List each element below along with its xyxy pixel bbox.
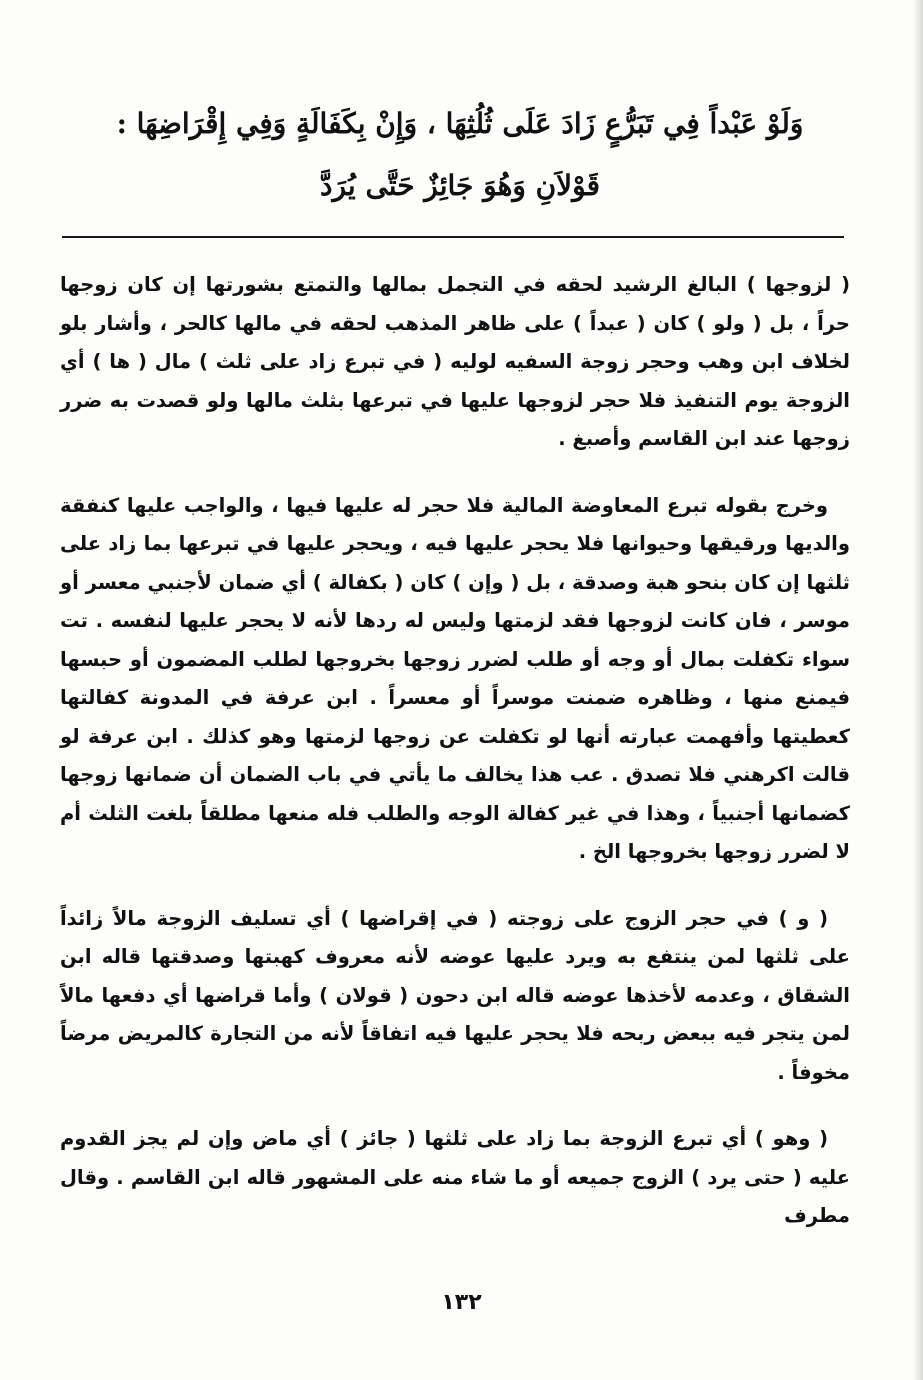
matn-heading-line-1: وَلَوْ عَبْداً فِي تَبَرُّعٍ زَادَ عَلَى ثُلُثِهَا ، وَإِنْ بِكَفَالَةٍ وَفِي إِقْرَاضِهَا : xyxy=(116,107,804,140)
paragraph-4: ( وهو ) أي تبرع الزوجة بما زاد على ثلثها ( جائز ) أي ماض وإن لم يجز القدوم عليه ( حتى يرد ) الزوج جميعه أو ما شاء منه على المشهور قاله ابن القاسم . وقال مطرف xyxy=(60,1127,850,1227)
paragraph-3: ( و ) في حجر الزوج على زوجته ( في إقراضها ) أي تسليف الزوجة مالاً زائداً على ثلثها لمن ينتفع به ويرد عليها عوضه لأنه معروف كهبتها وصدقتها قاله ابن الشقاق ، وعدمه لأخذها عوضه قاله ابن دحون ( قولان ) وأما قراضها أي دفعها مالاً لمن يتجر فيه ببعض ربحه فلا يحجر عليها فيه اتفاقاً لأنه من التجارة كالمريض مرضاً مخوفاً . xyxy=(60,906,850,1084)
commentary-body xyxy=(60,266,850,1264)
page-spine-shadow xyxy=(913,0,923,1380)
heading-divider xyxy=(62,236,844,238)
matn-heading-line-2: قَوْلاَنِ وَهُوَ جَائِزٌ حَتَّى يُرَدَّ xyxy=(319,169,600,202)
paragraph-1: ( لزوجها ) البالغ الرشيد لحقه في التجمل بمالها والتمتع بشورتها إن كان زوجها حراً ، بل ( ولو ) كان ( عبداً ) على ظاهر المذهب لحقه في مالها كالحر ، وأشار بلو لخلاف ابن وهب وحجر زوجة السفيه لوليه ( في تبرع زاد على ثلث ) مال ( ها ) أي الزوجة يوم التنفيذ فلا حجر لزوجها عليها في تبرعها بثلث مالها ولو قصدت به ضرر زوجها عند ابن القاسم وأصبغ . xyxy=(60,273,850,450)
page-number: ١٣٢ xyxy=(441,1290,482,1315)
paragraph-2: وخرج بقوله تبرع المعاوضة المالية فلا حجر له عليها فيها ، والواجب عليها كنفقة والديها ورقيقها وحيوانها فلا يحجر عليها فيه ، ويحجر عليها في تبرعها بما زاد على ثلثها إن كان بنحو هبة وصدقة ، بل ( وإن ) كان ( بكفالة ) أي ضمان لأجنبي معسر أو موسر ، فان كانت لزوجها فقد لزمتها وليس له ردها لأنه لا يحجر عليها لنفسه . تت سواء تكفلت بمال أو وجه أو طلب لضرر زوجها بخروجها لطلب المضمون أو حبسها فيمنع منها ، وظاهره ضمنت موسراً أو معسراً . ابن عرفة في المدونة كفالتها كعطيتها وأفهمت عبارته أنها لو تكفلت عن زوجها لزمتها وهو كذلك . ابن عرفة لو قالت اكرهني فلا تصدق . عب هذا يخالف ما يأتي في باب الضمان أن ضمانها زوجها كضمانها أجنبياً ، وهذا في غير كفالة الوجه والطلب فله منعها مطلقاً بلغت الثلث أم لا لضرر زوجها بخروجها الخ . xyxy=(60,493,850,863)
